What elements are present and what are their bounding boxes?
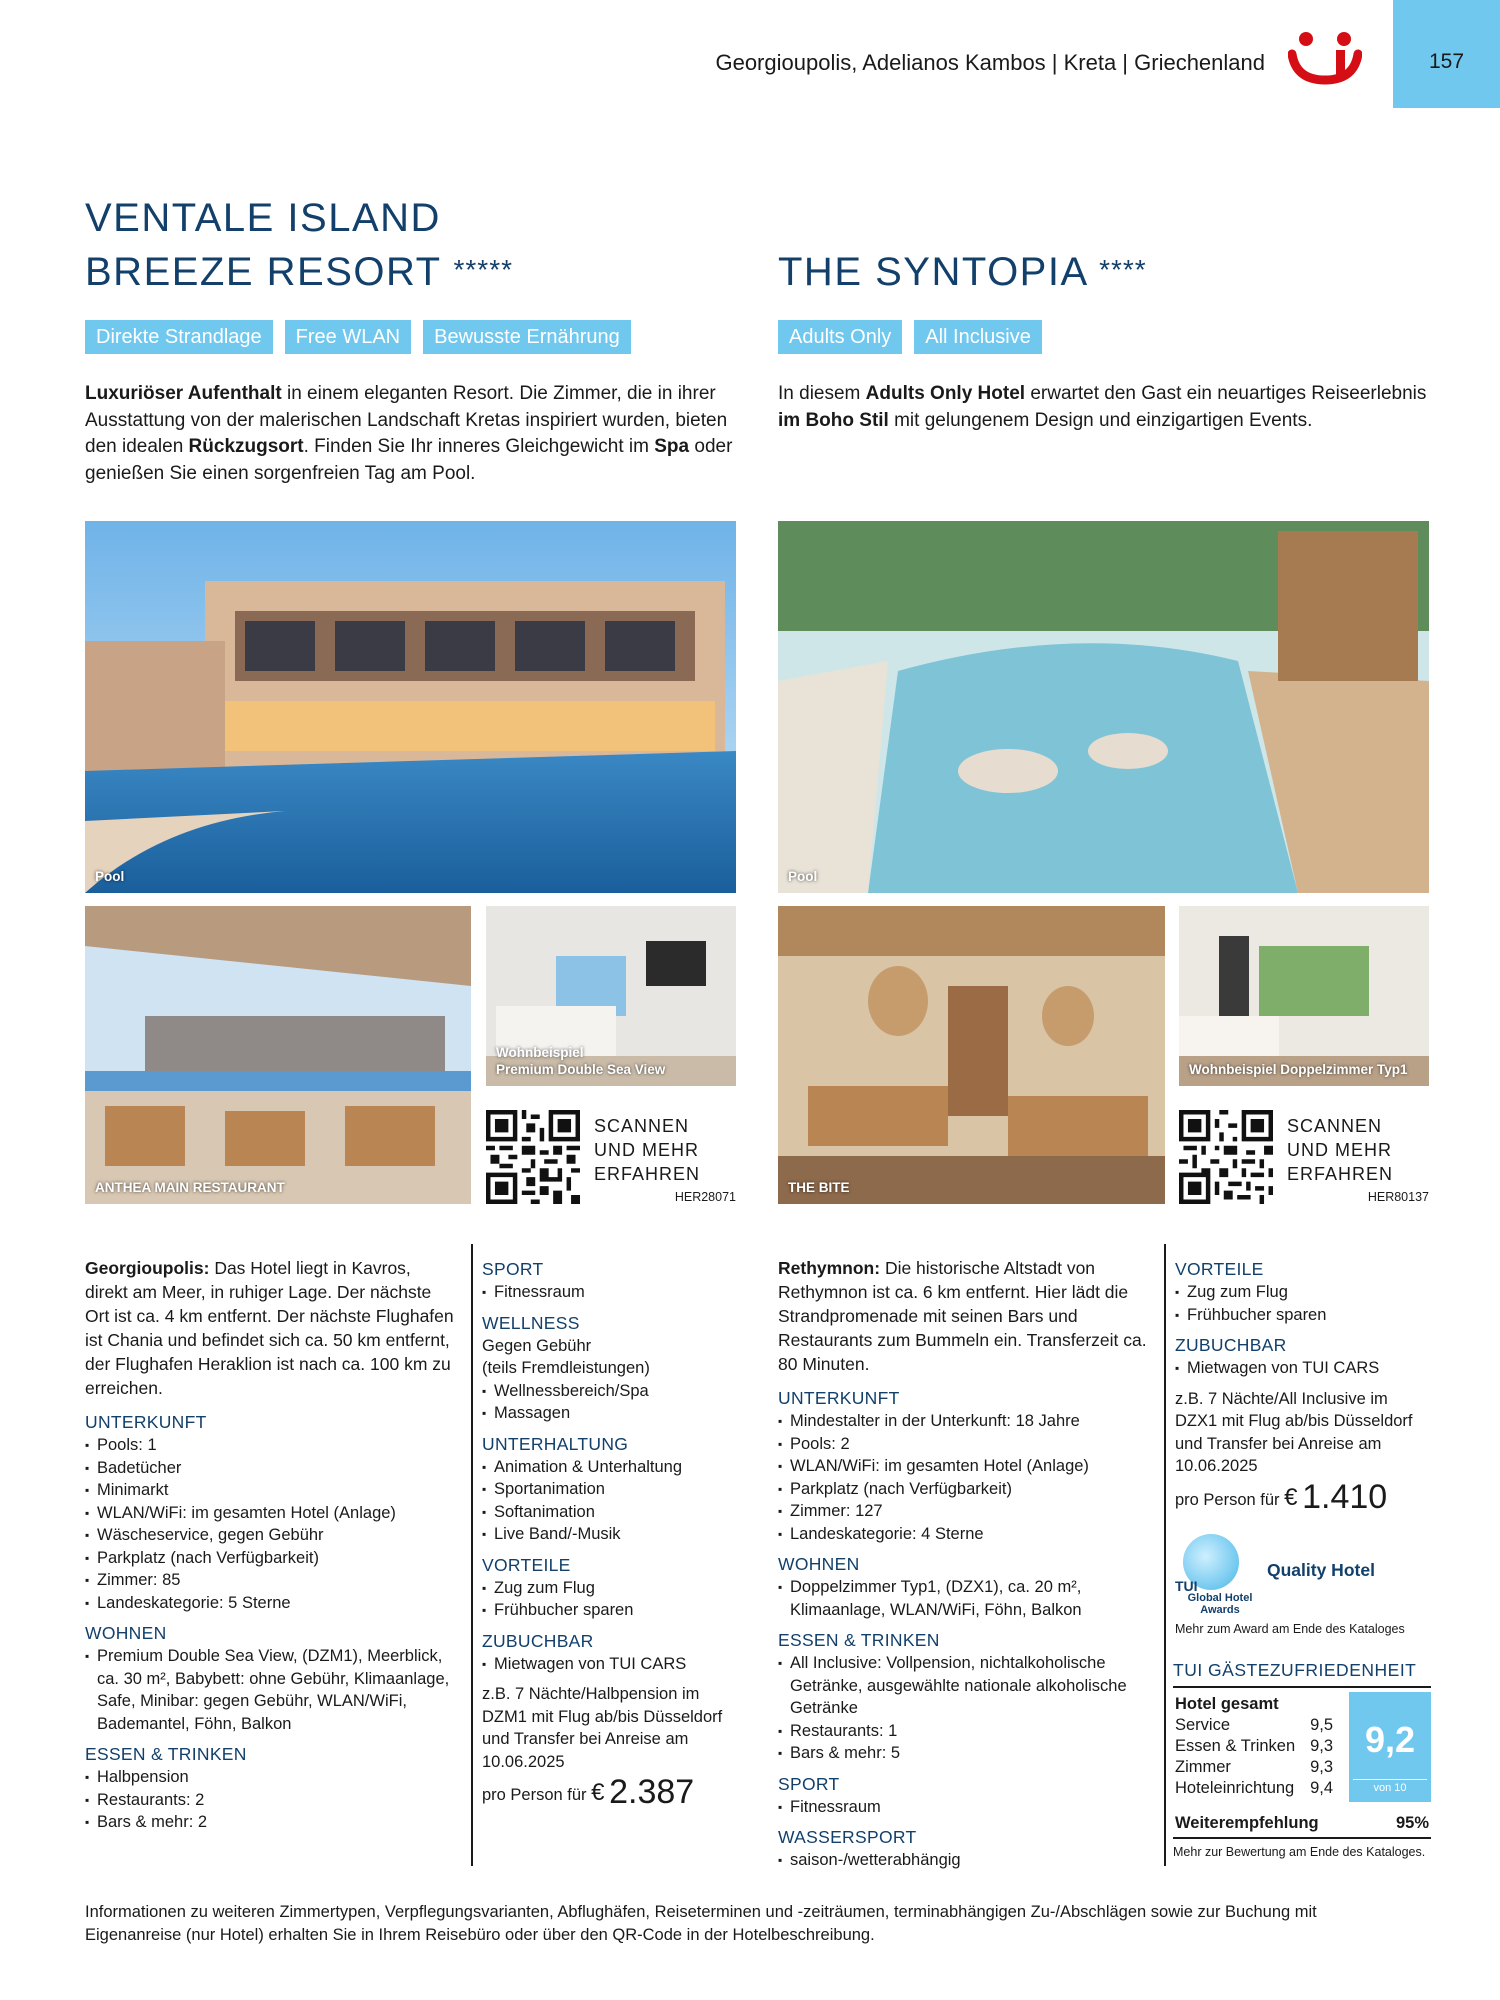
intro-bold: Luxuriöser Aufenthalt <box>85 383 282 404</box>
list-item: ▪ Parkplatz (nach Verfügbarkeit) <box>778 1478 1156 1501</box>
recommendation-label: Weiterempfehlung <box>1175 1814 1319 1832</box>
hotel2-title <box>778 244 1147 298</box>
qr-scan-text <box>1287 1114 1407 1186</box>
price-prefix: pro Person für <box>482 1786 587 1804</box>
intro-bold: Adults Only Hotel <box>865 383 1026 404</box>
section-title: UNTERKUNFT <box>778 1388 900 1408</box>
caption-line: Premium Double Sea View <box>496 1062 666 1077</box>
intro-text: erwartet den Gast ein neuartiges Reiseerlebnis <box>1025 383 1427 404</box>
hotel2-qr-block[interactable] <box>1179 1110 1429 1206</box>
overall-score: 9,2 <box>1364 1719 1416 1760</box>
list-item: ▪ All Inclusive: Vollpension, nichtalkoholische Getränke, ausgewählte nationale alkoholische Getränke <box>778 1652 1156 1720</box>
rating-row <box>1175 1778 1333 1799</box>
location-name: Rethymnon: <box>778 1258 881 1278</box>
list-item: ▪ Zug zum Flug <box>482 1577 736 1600</box>
feature-list <box>778 1576 1156 1621</box>
list-item: ▪ Softanimation <box>482 1501 736 1524</box>
caption-line: Wohnbeispiel <box>496 1045 584 1060</box>
photo-caption: THE BITE <box>788 1180 850 1195</box>
hotel2-title-text: THE SYNTOPIA <box>778 250 1087 294</box>
feature-list <box>85 1766 457 1834</box>
list-item: ▪ Bars & mehr: 5 <box>778 1742 1156 1765</box>
section-title: VORTEILE <box>482 1554 571 1575</box>
feature-list <box>1175 1357 1433 1380</box>
list-item: ▪ Fitnessraum <box>482 1281 736 1304</box>
section-title: ZUBUCHBAR <box>1175 1335 1287 1355</box>
hotel2-badges <box>778 320 1042 354</box>
list-item: ▪ Pools: 1 <box>85 1434 457 1457</box>
badge-nutrition: Bewusste Ernährung <box>423 320 631 354</box>
hotel2-pool-photo <box>778 521 1429 893</box>
list-item: ▪ Frühbucher sparen <box>1175 1304 1433 1327</box>
section-title: UNTERKUNFT <box>85 1412 207 1432</box>
rating-header: Hotel gesamt <box>1175 1695 1279 1713</box>
rating-label: Zimmer <box>1175 1758 1231 1776</box>
list-item: ▪ Wellnessbereich/Spa <box>482 1380 736 1403</box>
award-name <box>1187 1592 1253 1616</box>
list-item: ▪ Animation & Unterhaltung <box>482 1456 736 1479</box>
hotel1-qr-block[interactable] <box>486 1110 736 1206</box>
list-item: ▪ Massagen <box>482 1402 736 1425</box>
quality-hotel-award <box>1173 1530 1433 1640</box>
list-item: ▪ Landeskategorie: 4 Sterne <box>778 1523 1156 1546</box>
qr-scan-text <box>594 1114 714 1186</box>
rating-note: Mehr zur Bewertung am Ende des Kataloges. <box>1173 1845 1426 1859</box>
section-title: WOHNEN <box>778 1554 860 1574</box>
list-item: ▪ Mindestalter in der Unterkunft: 18 Jahre <box>778 1410 1156 1433</box>
list-item: ▪ Mietwagen von TUI CARS <box>482 1653 736 1676</box>
hotel2-stars: **** <box>1099 254 1147 285</box>
column-divider <box>1164 1244 1166 1866</box>
page-header <box>0 0 1500 108</box>
hotel2-intro <box>778 381 1428 434</box>
page-number-box <box>1393 0 1500 108</box>
satisfaction-title: TUI GÄSTEZUFRIEDENHEIT <box>1173 1658 1431 1688</box>
rating-row <box>1175 1715 1333 1736</box>
tui-logo-icon <box>1288 28 1362 86</box>
list-item: ▪ WLAN/WiFi: im gesamten Hotel (Anlage) <box>85 1502 457 1525</box>
section-title: SPORT <box>482 1259 544 1279</box>
location-breadcrumb: Georgioupolis, Adelianos Kambos | Kreta | Griechenland <box>715 50 1265 75</box>
hotel2-details-left <box>778 1256 1156 1872</box>
list-item: ▪ Zug zum Flug <box>1175 1281 1433 1304</box>
hotel1-pool-photo <box>85 521 736 893</box>
hotel1-intro <box>85 381 735 487</box>
intro-text: . Finden Sie Ihr inneres Gleichgewicht im <box>303 436 655 457</box>
offer-text: z.B. 7 Nächte/Halbpension im DZM1 mit Flug ab/bis Düsseldorf und Transfer bei Anreise am 10.06.2025 <box>482 1685 723 1771</box>
hotel1-restaurant-photo <box>85 906 471 1204</box>
offer-text: z.B. 7 Nächte/All Inclusive im DZX1 mit Flug ab/bis Düsseldorf und Transfer bei Anreise am 10.06.2025 <box>1175 1389 1413 1475</box>
hotel1-title-line2: BREEZE RESORT <box>85 250 441 294</box>
qr-text-line: ERFAHREN <box>1287 1164 1394 1184</box>
list-item: ▪ Badetücher <box>85 1457 457 1480</box>
intro-bold: Rückzugsort <box>188 436 304 457</box>
price-line <box>482 1773 736 1811</box>
intro-bold: Spa <box>654 436 690 457</box>
hotel1-title-line1: VENTALE ISLAND <box>85 196 441 240</box>
rating-value: 9,3 <box>1310 1737 1333 1755</box>
price-prefix: pro Person für <box>1175 1490 1280 1509</box>
feature-list <box>778 1796 1156 1819</box>
intro-text: oder genießen Sie einen sorgenfreien Tag am Pool. <box>85 436 733 484</box>
qr-text-line: SCANNEN <box>1287 1116 1383 1136</box>
hotel1-stars: ***** <box>453 254 513 285</box>
list-item: ▪ Zimmer: 85 <box>85 1569 457 1592</box>
footer-note: Informationen zu weiteren Zimmertypen, Verpflegungsvarianten, Abflughäfen, Reiseterminen und -zeiträumen, terminabhängigen Zu-/Abschlägen sowie zur Buchung mit Eigenanreise (nur Hotel) erhalten Sie in Ihrem Reisebüro oder über den QR-Code in der Hotelbeschreibung. <box>85 1903 1317 1944</box>
intro-text: in einem eleganten Resort. Die Zimmer, die in ihrer Ausstattung von der malerischen Landschaft Kretas inspiriert wurden, bieten den idealen <box>85 383 728 457</box>
list-note: (teils Fremdleistungen) <box>482 1359 650 1377</box>
badge-all-inclusive: All Inclusive <box>914 320 1042 354</box>
hotel1-badges <box>85 320 631 354</box>
rating-value: 9,4 <box>1310 1779 1333 1797</box>
award-title: Quality Hotel <box>1267 1560 1375 1580</box>
section-title: WELLNESS <box>482 1312 580 1333</box>
photo-caption: Pool <box>788 869 818 884</box>
rating-label: Service <box>1175 1716 1231 1734</box>
price-line <box>1175 1477 1433 1516</box>
hotel-code: HER80137 <box>1367 1190 1429 1204</box>
award-name-line: Global Hotel <box>1187 1592 1253 1604</box>
feature-list <box>482 1281 736 1304</box>
hotel2-details-right <box>1175 1250 1433 1516</box>
rating-label: Essen & Trinken <box>1175 1737 1296 1755</box>
price-value: 1.410 <box>1302 1477 1388 1516</box>
rating-row <box>1175 1757 1333 1778</box>
page-number: 157 <box>1428 50 1465 73</box>
list-item: ▪ Halbpension <box>85 1766 457 1789</box>
hotel1-details-right <box>482 1250 736 1811</box>
section-title: SPORT <box>778 1773 840 1794</box>
hotel1-details-left <box>85 1256 457 1834</box>
award-note: Mehr zum Award am Ende des Kataloges <box>1175 1622 1405 1636</box>
score-scale: von 10 <box>1353 1779 1427 1796</box>
price-value: 2.387 <box>609 1773 695 1811</box>
rating-label: Hoteleinrichtung <box>1175 1779 1295 1797</box>
recommendation-value: 95% <box>1395 1814 1429 1832</box>
hotel-code: HER28071 <box>674 1190 736 1204</box>
currency: € <box>591 1779 605 1806</box>
list-item: ▪ saison-/wetterabhängig <box>778 1849 1156 1872</box>
award-name-line: Awards <box>1200 1604 1240 1616</box>
qr-code-icon[interactable] <box>1179 1110 1273 1204</box>
feature-list <box>482 1577 736 1622</box>
section-title: WASSERSPORT <box>778 1827 917 1847</box>
list-item: ▪ Landeskategorie: 5 Sterne <box>85 1592 457 1615</box>
list-item: ▪ Zimmer: 127 <box>778 1500 1156 1523</box>
feature-list <box>482 1456 736 1546</box>
rating-row <box>1175 1736 1333 1757</box>
qr-text-line: ERFAHREN <box>594 1164 701 1184</box>
section-title: UNTERHALTUNG <box>482 1433 629 1454</box>
photo-caption: Wohnbeispiel Doppelzimmer Typ1 <box>1189 1062 1408 1077</box>
hotel1-title <box>85 192 513 298</box>
location-name: Georgioupolis: <box>85 1258 210 1278</box>
currency: € <box>1284 1483 1298 1511</box>
hotel2-restaurant-photo <box>778 906 1165 1204</box>
list-item: ▪ WLAN/WiFi: im gesamten Hotel (Anlage) <box>778 1455 1156 1478</box>
list-item: ▪ Doppelzimmer Typ1, (DZX1), ca. 20 m², Klimaanlage, WLAN/WiFi, Föhn, Balkon <box>778 1576 1156 1621</box>
rating-value: 9,5 <box>1310 1716 1333 1734</box>
section-title: VORTEILE <box>1175 1259 1264 1279</box>
intro-text: mit gelungenem Design und einzigartigen Events. <box>888 409 1313 431</box>
column-divider <box>471 1244 473 1866</box>
badge-beach: Direkte Strandlage <box>85 320 273 354</box>
list-item: ▪ Frühbucher sparen <box>482 1599 736 1622</box>
list-item: ▪ Premium Double Sea View, (DZM1), Meerblick, ca. 30 m², Babybett: ohne Gebühr, Klimaanlage, Safe, Minibar: gegen Gebühr, WLAN/WiFi, Bademantel, Föhn, Balkon <box>85 1645 457 1735</box>
badge-wlan: Free WLAN <box>285 320 411 354</box>
feature-list <box>1175 1281 1433 1326</box>
intro-bold: im Boho Stil <box>778 409 889 431</box>
list-item: ▪ Restaurants: 1 <box>778 1720 1156 1743</box>
section-title: ESSEN & TRINKEN <box>85 1744 247 1764</box>
list-item: ▪ Wäscheservice, gegen Gebühr <box>85 1524 457 1547</box>
feature-list <box>482 1653 736 1676</box>
qr-text-line: SCANNEN <box>594 1116 690 1136</box>
qr-text-line: UND MEHR <box>1287 1140 1392 1160</box>
feature-list <box>482 1335 736 1425</box>
location-text: Das Hotel liegt in Kavros, direkt am Meer, in ruhiger Lage. Der nächste Ort ist ca. 4 km entfernt. Der nächste Flughafen ist Chania und befindet sich ca. 50 km entfernt, der Flughafen Heraklion ist nach ca. 100 km zu erreichen. <box>85 1258 454 1398</box>
qr-text-line: UND MEHR <box>594 1140 699 1160</box>
location-text: Die historische Altstadt von Rethymnon ist ca. 6 km entfernt. Hier lädt die Strandpromenade mit seinen Bars und Restaurants zum Bummeln ein. Transferzeit ca. 80 Minuten. <box>778 1258 1147 1374</box>
list-item: ▪ Pools: 2 <box>778 1433 1156 1456</box>
award-brand: TUI <box>1175 1578 1198 1594</box>
recommendation-row <box>1173 1808 1431 1839</box>
feature-list <box>85 1645 457 1735</box>
guest-satisfaction <box>1173 1658 1431 1859</box>
list-item: ▪ Bars & mehr: 2 <box>85 1811 457 1834</box>
location-description <box>85 1256 457 1400</box>
hotel2-room-photo <box>1179 906 1429 1086</box>
photo-caption: ANTHEA MAIN RESTAURANT <box>95 1180 285 1195</box>
list-item: ▪ Parkplatz (nach Verfügbarkeit) <box>85 1547 457 1570</box>
list-item: ▪ Restaurants: 2 <box>85 1789 457 1812</box>
section-title: ZUBUCHBAR <box>482 1630 594 1651</box>
list-item: ▪ Fitnessraum <box>778 1796 1156 1819</box>
badge-adults-only: Adults Only <box>778 320 902 354</box>
feature-list <box>85 1434 457 1614</box>
feature-list <box>778 1849 1156 1872</box>
list-item: ▪ Live Band/-Musik <box>482 1523 736 1546</box>
overall-score-box <box>1349 1692 1431 1802</box>
feature-list <box>778 1410 1156 1545</box>
section-title: ESSEN & TRINKEN <box>778 1630 940 1650</box>
rating-value: 9,3 <box>1310 1758 1333 1776</box>
satisfaction-ratings <box>1173 1692 1431 1808</box>
section-title: WOHNEN <box>85 1623 167 1643</box>
list-item: ▪ Minimarkt <box>85 1479 457 1502</box>
photo-caption: Pool <box>95 869 125 884</box>
feature-list <box>778 1652 1156 1765</box>
hotel1-room-photo <box>486 906 736 1086</box>
list-item: ▪ Mietwagen von TUI CARS <box>1175 1357 1433 1380</box>
qr-code-icon[interactable] <box>486 1110 580 1204</box>
list-note: Gegen Gebühr <box>482 1336 592 1355</box>
location-description <box>778 1256 1156 1376</box>
photo-caption <box>496 1044 665 1078</box>
list-item: ▪ Sportanimation <box>482 1478 736 1501</box>
intro-text: In diesem <box>778 383 866 404</box>
